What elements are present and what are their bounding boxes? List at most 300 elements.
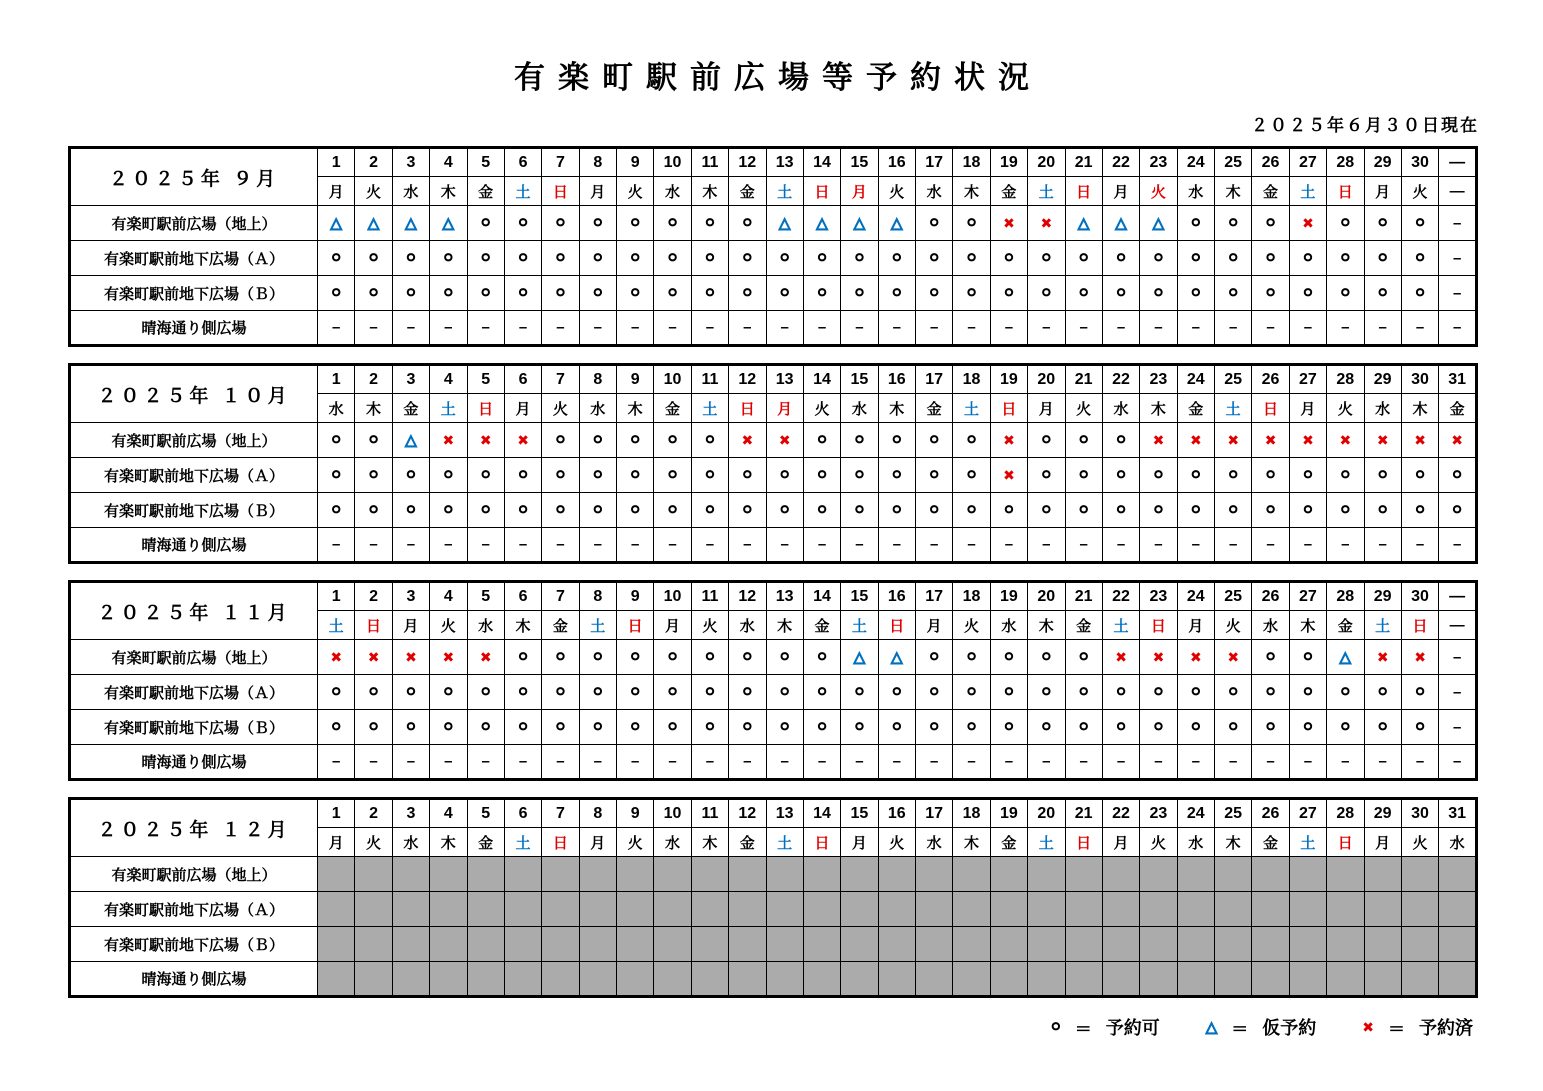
- status-available: ○: [766, 675, 803, 710]
- weekday-cell: 火: [1327, 394, 1364, 423]
- legend-label: 仮予約: [1262, 1018, 1317, 1038]
- day-number-row: [70, 148, 1477, 177]
- day-number-cell: 24: [1177, 582, 1214, 611]
- status-none: –: [318, 745, 355, 780]
- status-available: ○: [729, 276, 766, 311]
- status-available: ○: [766, 458, 803, 493]
- status-empty: [579, 892, 616, 927]
- status-empty: [1439, 892, 1477, 927]
- status-none: –: [1252, 528, 1289, 563]
- venue-label: 有楽町駅前地下広場（Ｂ）: [70, 276, 318, 311]
- weekday-cell: 土: [504, 828, 541, 857]
- day-number-cell: —: [1439, 148, 1477, 177]
- day-number-cell: 15: [841, 148, 878, 177]
- status-available: ○: [1102, 675, 1139, 710]
- status-none: –: [1439, 241, 1477, 276]
- day-number-cell: 25: [1215, 799, 1252, 828]
- status-available: ○: [1289, 675, 1326, 710]
- day-number-cell: 22: [1102, 365, 1139, 394]
- status-available: ○: [953, 276, 990, 311]
- as-of-date: ２０２５年６月３０日現在: [1251, 116, 1479, 135]
- weekday-cell: 水: [467, 611, 504, 640]
- status-none: –: [617, 528, 654, 563]
- venue-row: [70, 458, 1477, 493]
- status-available: ○: [1327, 241, 1364, 276]
- status-none: –: [467, 528, 504, 563]
- status-empty: [467, 962, 504, 997]
- status-available: ○: [878, 276, 915, 311]
- status-empty: [841, 962, 878, 997]
- weekday-cell: 火: [1065, 394, 1102, 423]
- status-available: ○: [1065, 276, 1102, 311]
- day-number-cell: 9: [617, 365, 654, 394]
- month-title: ２０２５年 １２月: [70, 799, 318, 857]
- status-none: –: [1215, 528, 1252, 563]
- status-empty: [1102, 857, 1139, 892]
- weekday-cell: 日: [729, 394, 766, 423]
- weekday-cell: 月: [841, 828, 878, 857]
- status-empty: [953, 962, 990, 997]
- day-number-cell: 24: [1177, 148, 1214, 177]
- status-none: –: [1177, 311, 1214, 346]
- day-number-cell: 12: [729, 365, 766, 394]
- day-number-cell: 2: [355, 148, 392, 177]
- status-none: –: [1439, 710, 1477, 745]
- status-available: ○: [691, 458, 728, 493]
- status-available: ○: [579, 493, 616, 528]
- status-available: ○: [392, 458, 429, 493]
- status-available: ○: [1215, 710, 1252, 745]
- status-none: –: [579, 311, 616, 346]
- status-available: ○: [1364, 276, 1401, 311]
- day-number-cell: 23: [1140, 799, 1177, 828]
- status-none: –: [654, 311, 691, 346]
- status-tentative: △: [766, 206, 803, 241]
- status-empty: [1065, 962, 1102, 997]
- day-number-cell: 30: [1401, 799, 1438, 828]
- day-number-cell: 21: [1065, 148, 1102, 177]
- weekday-cell: 日: [1327, 177, 1364, 206]
- weekday-cell: 火: [1215, 611, 1252, 640]
- weekday-cell: 日: [617, 611, 654, 640]
- status-none: –: [1102, 311, 1139, 346]
- status-available: ○: [579, 241, 616, 276]
- weekday-cell: 水: [1177, 177, 1214, 206]
- status-none: –: [1028, 311, 1065, 346]
- status-available: ○: [467, 206, 504, 241]
- status-none: –: [1289, 311, 1326, 346]
- status-available: ○: [766, 241, 803, 276]
- status-none: –: [1401, 311, 1438, 346]
- status-available: ○: [318, 276, 355, 311]
- day-number-cell: 8: [579, 148, 616, 177]
- status-available: ○: [355, 710, 392, 745]
- status-available: ○: [1215, 241, 1252, 276]
- status-empty: [1401, 892, 1438, 927]
- status-none: –: [542, 745, 579, 780]
- weekday-cell: 木: [355, 394, 392, 423]
- status-tentative: △: [1327, 640, 1364, 675]
- status-available: ○: [691, 710, 728, 745]
- month-table: [68, 580, 1478, 781]
- status-empty: [355, 857, 392, 892]
- day-number-cell: 5: [467, 148, 504, 177]
- status-available: ○: [617, 493, 654, 528]
- month-table: [68, 146, 1478, 347]
- day-number-cell: 11: [691, 365, 728, 394]
- status-none: –: [1401, 745, 1438, 780]
- status-reserved: ✖: [1215, 640, 1252, 675]
- weekday-cell: 日: [1252, 394, 1289, 423]
- status-available: ○: [1065, 675, 1102, 710]
- day-number-cell: 17: [916, 582, 953, 611]
- status-empty: [504, 892, 541, 927]
- status-none: –: [691, 311, 728, 346]
- status-available: ○: [654, 276, 691, 311]
- day-number-cell: 16: [878, 799, 915, 828]
- status-empty: [1028, 857, 1065, 892]
- weekday-cell: 水: [392, 177, 429, 206]
- venue-row: [70, 892, 1477, 927]
- status-available: ○: [355, 423, 392, 458]
- status-reserved: ✖: [430, 423, 467, 458]
- day-number-cell: 23: [1140, 148, 1177, 177]
- status-available: ○: [654, 458, 691, 493]
- status-empty: [916, 892, 953, 927]
- status-available: ○: [1364, 206, 1401, 241]
- status-available: ○: [1252, 640, 1289, 675]
- status-available: ○: [729, 675, 766, 710]
- status-available: ○: [1401, 206, 1438, 241]
- status-empty: [617, 892, 654, 927]
- weekday-cell: 木: [1140, 394, 1177, 423]
- status-available: ○: [841, 710, 878, 745]
- weekday-cell: 木: [1215, 177, 1252, 206]
- status-none: –: [1364, 528, 1401, 563]
- status-available: ○: [617, 206, 654, 241]
- day-number-cell: 17: [916, 799, 953, 828]
- status-none: –: [654, 528, 691, 563]
- status-empty: [803, 892, 840, 927]
- day-number-cell: 15: [841, 365, 878, 394]
- status-available: ○: [1289, 458, 1326, 493]
- status-none: –: [916, 745, 953, 780]
- status-available: ○: [617, 276, 654, 311]
- status-available: ○: [990, 241, 1027, 276]
- weekday-cell: 土: [766, 828, 803, 857]
- status-available: ○: [318, 675, 355, 710]
- status-available: ○: [318, 710, 355, 745]
- day-number-cell: 29: [1364, 365, 1401, 394]
- status-reserved: ✖: [766, 423, 803, 458]
- status-tentative: △: [1140, 206, 1177, 241]
- weekday-cell: 土: [841, 611, 878, 640]
- status-tentative: △: [841, 640, 878, 675]
- status-available: ○: [542, 493, 579, 528]
- status-none: –: [729, 311, 766, 346]
- status-reserved: ✖: [1364, 640, 1401, 675]
- venue-label: 晴海通り側広場: [70, 311, 318, 346]
- status-available: ○: [803, 458, 840, 493]
- status-empty: [1289, 962, 1326, 997]
- status-none: –: [1252, 311, 1289, 346]
- day-number-cell: 12: [729, 582, 766, 611]
- status-available: ○: [1028, 458, 1065, 493]
- status-reserved: ✖: [1028, 206, 1065, 241]
- status-available: ○: [841, 276, 878, 311]
- weekday-cell: 日: [1065, 828, 1102, 857]
- status-none: –: [878, 745, 915, 780]
- day-number-cell: 18: [953, 148, 990, 177]
- status-empty: [392, 857, 429, 892]
- status-available: ○: [953, 710, 990, 745]
- weekday-cell: 火: [1401, 828, 1438, 857]
- status-empty: [1140, 962, 1177, 997]
- status-empty: [990, 927, 1027, 962]
- weekday-cell: 日: [803, 177, 840, 206]
- weekday-cell: 金: [803, 611, 840, 640]
- day-number-cell: 3: [392, 799, 429, 828]
- legend-item: [1362, 1014, 1473, 1040]
- status-reserved: ✖: [1289, 206, 1326, 241]
- status-available: ○: [1065, 458, 1102, 493]
- status-available: ○: [953, 458, 990, 493]
- status-empty: [990, 892, 1027, 927]
- status-available: ○: [318, 423, 355, 458]
- status-none: –: [766, 745, 803, 780]
- day-number-cell: 7: [542, 582, 579, 611]
- status-empty: [467, 857, 504, 892]
- status-available: ○: [691, 423, 728, 458]
- status-available: ○: [841, 675, 878, 710]
- status-available: ○: [1401, 458, 1438, 493]
- weekday-cell: 火: [878, 177, 915, 206]
- status-none: –: [1065, 528, 1102, 563]
- status-available: ○: [579, 675, 616, 710]
- day-number-cell: 22: [1102, 148, 1139, 177]
- status-none: –: [1140, 528, 1177, 563]
- status-available: ○: [1177, 493, 1214, 528]
- status-available: ○: [990, 276, 1027, 311]
- day-number-cell: 2: [355, 799, 392, 828]
- status-reserved: ✖: [1177, 640, 1214, 675]
- status-empty: [1401, 927, 1438, 962]
- status-tentative: △: [1102, 206, 1139, 241]
- status-available: ○: [691, 640, 728, 675]
- day-number-cell: —: [1439, 582, 1477, 611]
- status-available: ○: [916, 493, 953, 528]
- weekday-cell: 日: [1327, 828, 1364, 857]
- status-available: ○: [1289, 710, 1326, 745]
- day-number-cell: 19: [990, 148, 1027, 177]
- day-number-cell: 23: [1140, 365, 1177, 394]
- status-reserved: ✖: [467, 640, 504, 675]
- weekday-cell: 火: [878, 828, 915, 857]
- status-available: ○: [355, 493, 392, 528]
- status-available: ○: [1401, 276, 1438, 311]
- day-number-cell: 30: [1401, 365, 1438, 394]
- weekday-cell: 月: [579, 177, 616, 206]
- status-empty: [1364, 857, 1401, 892]
- status-available: ○: [617, 710, 654, 745]
- status-available: ○: [430, 276, 467, 311]
- weekday-cell: 金: [916, 394, 953, 423]
- status-empty: [691, 857, 728, 892]
- status-none: –: [953, 745, 990, 780]
- status-available: ○: [878, 710, 915, 745]
- status-empty: [430, 857, 467, 892]
- status-none: –: [1065, 745, 1102, 780]
- status-none: –: [355, 745, 392, 780]
- day-number-cell: 4: [430, 582, 467, 611]
- day-number-cell: 7: [542, 148, 579, 177]
- status-available: ○: [1028, 276, 1065, 311]
- status-available: ○: [355, 675, 392, 710]
- weekday-cell: 日: [878, 611, 915, 640]
- status-empty: [1327, 892, 1364, 927]
- status-empty: [1140, 927, 1177, 962]
- status-empty: [1140, 857, 1177, 892]
- status-available: ○: [916, 206, 953, 241]
- status-none: –: [766, 528, 803, 563]
- status-available: ○: [1252, 710, 1289, 745]
- status-none: –: [504, 745, 541, 780]
- weekday-cell: 水: [654, 177, 691, 206]
- status-empty: [1215, 962, 1252, 997]
- status-available: ○: [467, 458, 504, 493]
- status-available: ○: [1289, 640, 1326, 675]
- day-number-cell: 15: [841, 582, 878, 611]
- venue-label: 有楽町駅前広場（地上）: [70, 206, 318, 241]
- status-tentative: △: [878, 206, 915, 241]
- weekday-cell: 月: [916, 611, 953, 640]
- status-none: –: [691, 528, 728, 563]
- weekday-cell: 木: [766, 611, 803, 640]
- status-available: ○: [430, 458, 467, 493]
- weekday-cell: 金: [392, 394, 429, 423]
- status-none: –: [318, 528, 355, 563]
- status-available: ○: [729, 206, 766, 241]
- venue-row: [70, 276, 1477, 311]
- status-empty: [542, 962, 579, 997]
- status-empty: [878, 962, 915, 997]
- status-available: ○: [542, 241, 579, 276]
- weekday-cell: 水: [990, 611, 1027, 640]
- status-none: –: [617, 311, 654, 346]
- status-none: –: [1177, 745, 1214, 780]
- status-empty: [1401, 857, 1438, 892]
- status-empty: [1215, 927, 1252, 962]
- status-reserved: ✖: [1215, 423, 1252, 458]
- day-number-cell: 5: [467, 365, 504, 394]
- status-none: –: [1289, 528, 1326, 563]
- status-available: ○: [392, 710, 429, 745]
- status-empty: [803, 857, 840, 892]
- status-reserved: ✖: [392, 640, 429, 675]
- status-empty: [318, 857, 355, 892]
- status-empty: [1177, 857, 1214, 892]
- status-available: ○: [729, 241, 766, 276]
- month-table: [68, 797, 1478, 998]
- legend-item: [1051, 1014, 1160, 1040]
- status-available: ○: [355, 458, 392, 493]
- status-available: ○: [1364, 710, 1401, 745]
- weekday-cell: 水: [841, 394, 878, 423]
- status-none: –: [990, 745, 1027, 780]
- status-none: –: [1065, 311, 1102, 346]
- day-number-cell: 10: [654, 365, 691, 394]
- venue-row: [70, 640, 1477, 675]
- status-empty: [392, 927, 429, 962]
- weekday-cell: 水: [318, 394, 355, 423]
- status-empty: [1252, 927, 1289, 962]
- status-available: ○: [1327, 458, 1364, 493]
- day-number-cell: 1: [318, 148, 355, 177]
- status-tentative-icon: △: [1205, 1019, 1218, 1036]
- day-number-cell: 1: [318, 799, 355, 828]
- status-available: ○: [579, 458, 616, 493]
- day-number-cell: 28: [1327, 365, 1364, 394]
- venue-row: [70, 745, 1477, 780]
- day-number-cell: 26: [1252, 582, 1289, 611]
- venue-label: 有楽町駅前広場（地上）: [70, 857, 318, 892]
- status-available: ○: [1439, 458, 1477, 493]
- status-empty: [1140, 892, 1177, 927]
- status-tentative: △: [392, 206, 429, 241]
- status-none: –: [1439, 528, 1477, 563]
- weekday-cell: 土: [691, 394, 728, 423]
- weekday-cell: 月: [392, 611, 429, 640]
- day-number-row: [70, 365, 1477, 394]
- weekday-cell: 金: [1177, 394, 1214, 423]
- status-available: ○: [1252, 241, 1289, 276]
- status-none: –: [1439, 675, 1477, 710]
- weekday-cell: 月: [579, 828, 616, 857]
- weekday-cell: 日: [355, 611, 392, 640]
- weekday-cell: 火: [803, 394, 840, 423]
- status-available: ○: [878, 241, 915, 276]
- status-available: ○: [542, 423, 579, 458]
- weekday-cell: 水: [392, 828, 429, 857]
- status-available: ○: [654, 493, 691, 528]
- status-available: ○: [1215, 276, 1252, 311]
- status-none: –: [430, 311, 467, 346]
- weekday-cell: 金: [1252, 828, 1289, 857]
- status-reserved-icon: ✖: [1362, 1018, 1374, 1035]
- weekday-cell: 月: [1177, 611, 1214, 640]
- status-empty: [953, 927, 990, 962]
- status-empty: [729, 892, 766, 927]
- day-number-cell: 2: [355, 365, 392, 394]
- status-available: ○: [878, 493, 915, 528]
- status-available: ○: [953, 241, 990, 276]
- weekday-cell: 土: [1289, 828, 1326, 857]
- status-reserved: ✖: [1102, 640, 1139, 675]
- day-number-cell: 29: [1364, 799, 1401, 828]
- status-none: –: [1364, 745, 1401, 780]
- status-none: –: [841, 745, 878, 780]
- day-number-cell: 9: [617, 799, 654, 828]
- weekday-cell: 木: [691, 177, 728, 206]
- weekday-cell: 金: [467, 177, 504, 206]
- status-empty: [841, 857, 878, 892]
- status-available: ○: [1252, 458, 1289, 493]
- weekday-cell: 金: [990, 828, 1027, 857]
- weekday-cell: 木: [953, 828, 990, 857]
- day-number-cell: 14: [803, 148, 840, 177]
- weekday-cell: 土: [1102, 611, 1139, 640]
- status-available: ○: [1102, 710, 1139, 745]
